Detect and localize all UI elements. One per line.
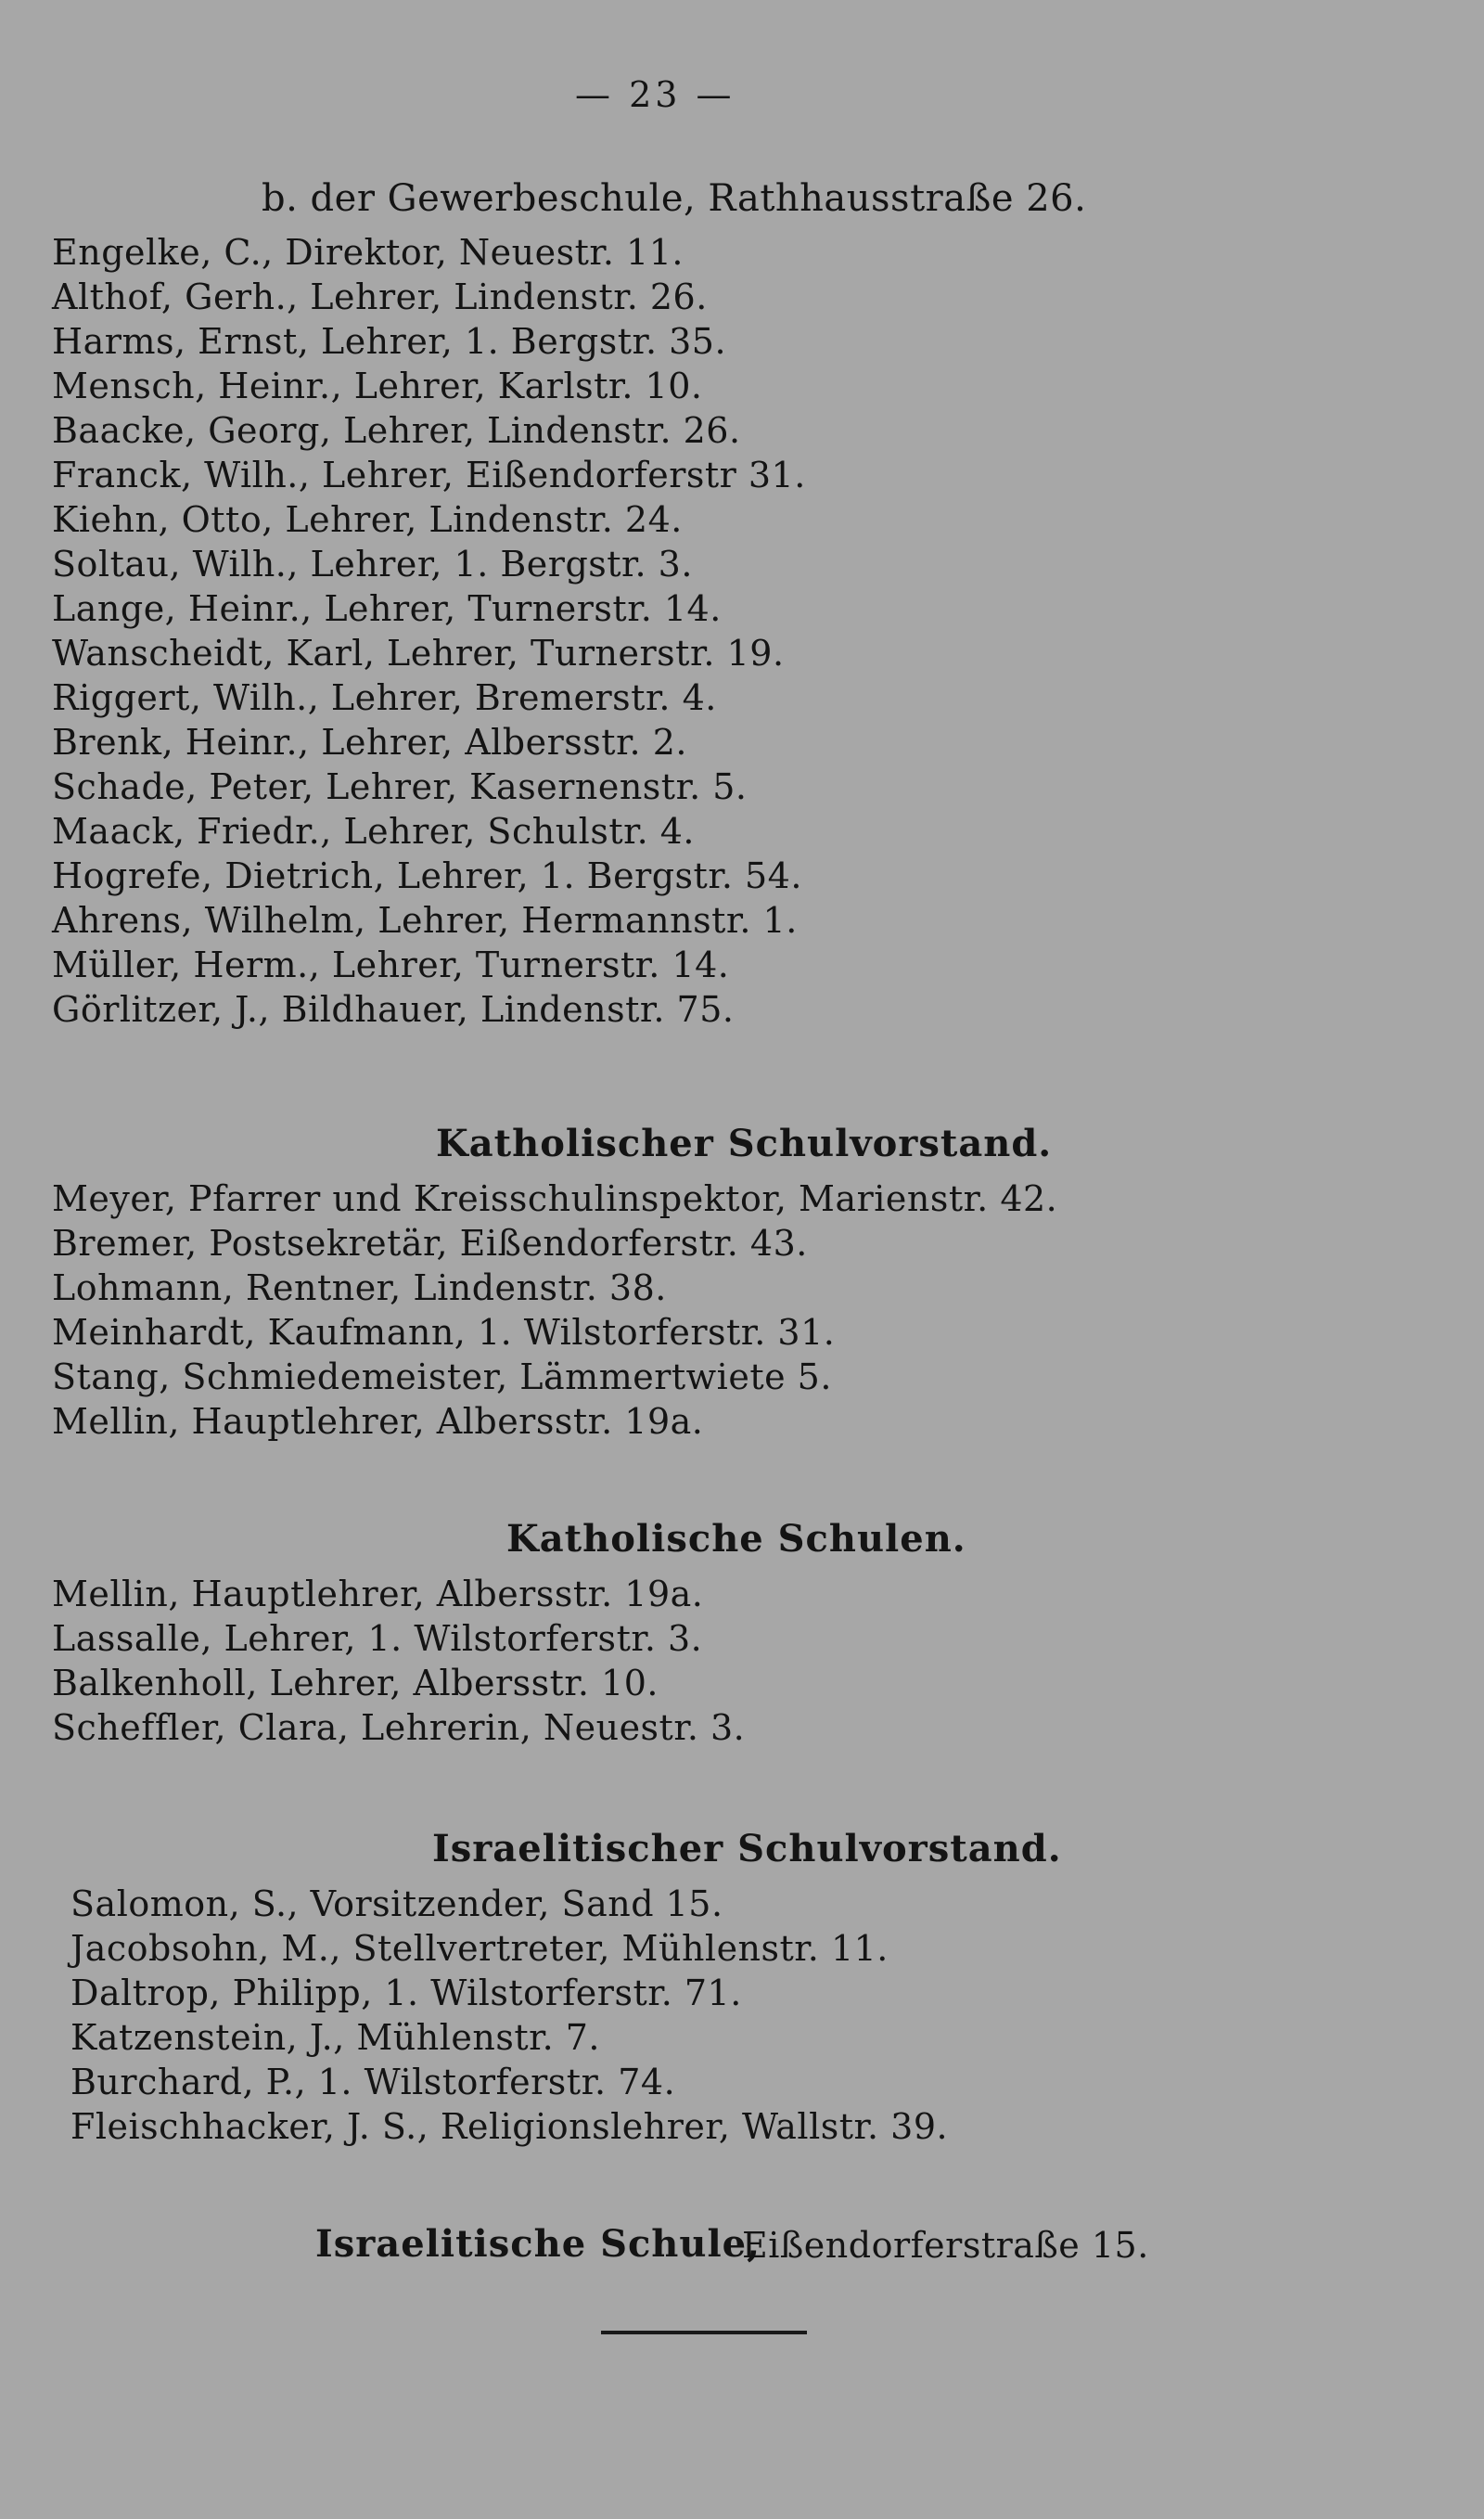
section-heading-isr-schule: Israelitische Schule,	[315, 2222, 761, 2266]
list-item: Kiehn, Otto, Lehrer, Lindenstr. 24.	[52, 499, 683, 540]
list-item: Mellin, Hauptlehrer, Albersstr. 19a.	[52, 1574, 704, 1614]
list-item: Jacobsohn, M., Stellvertreter, Mühlenstr. 11.	[70, 1928, 889, 1969]
list-item: Hogrefe, Dietrich, Lehrer, 1. Bergstr. 54.	[52, 855, 802, 896]
list-item: Mellin, Hauptlehrer, Albersstr. 19a.	[52, 1401, 704, 1442]
section-heading-kath-schulvorstand: Katholischer Schulvorstand.	[436, 1122, 1053, 1165]
list-item: Lange, Heinr., Lehrer, Turnerstr. 14.	[52, 588, 722, 629]
list-item: Harms, Ernst, Lehrer, 1. Bergstr. 35.	[52, 321, 727, 362]
list-item: Katzenstein, J., Mühlenstr. 7.	[70, 2017, 601, 2058]
list-item: Maack, Friedr., Lehrer, Schulstr. 4.	[52, 811, 696, 852]
list-item: Lassalle, Lehrer, 1. Wilstorferstr. 3.	[52, 1618, 703, 1659]
list-item: Meyer, Pfarrer und Kreisschulinspektor, Marienstr. 42.	[52, 1178, 1058, 1219]
list-item: Riggert, Wilh., Lehrer, Bremerstr. 4.	[52, 677, 717, 718]
list-item: Schade, Peter, Lehrer, Kasernenstr. 5.	[52, 766, 748, 807]
list-item: Burchard, P., 1. Wilstorferstr. 74.	[70, 2062, 676, 2102]
list-item: Müller, Herm., Lehrer, Turnerstr. 14.	[52, 945, 730, 985]
page-number: — 23 —	[575, 74, 736, 115]
section-heading-kath-schulen: Katholische Schulen.	[506, 1517, 966, 1561]
list-item: Daltrop, Philipp, 1. Wilstorferstr. 71.	[70, 1973, 742, 2013]
list-item: Salomon, S., Vorsitzender, Sand 15.	[70, 1883, 723, 1924]
list-item: Meinhardt, Kaufmann, 1. Wilstorferstr. 31.	[52, 1312, 836, 1353]
list-item: Soltau, Wilh., Lehrer, 1. Bergstr. 3.	[52, 544, 693, 585]
section-heading-gewerbeschule: b. der Gewerbeschule, Rathhausstraße 26.	[262, 177, 1087, 220]
list-item: Brenk, Heinr., Lehrer, Albersstr. 2.	[52, 722, 687, 763]
list-item: Mensch, Heinr., Lehrer, Karlstr. 10.	[52, 366, 703, 406]
list-item: Lohmann, Rentner, Lindenstr. 38.	[52, 1267, 667, 1308]
list-item: Stang, Schmiedemeister, Lämmertwiete 5.	[52, 1356, 832, 1397]
list-item: Baacke, Georg, Lehrer, Lindenstr. 26.	[52, 410, 741, 451]
list-item: Bremer, Postsekretär, Eißendorferstr. 43.	[52, 1223, 808, 1264]
list-item: Franck, Wilh., Lehrer, Eißendorferstr 31.	[52, 455, 806, 495]
list-item: Althof, Gerh., Lehrer, Lindenstr. 26.	[52, 276, 708, 317]
list-item: Scheffler, Clara, Lehrerin, Neuestr. 3.	[52, 1707, 746, 1748]
list-item: Ahrens, Wilhelm, Lehrer, Hermannstr. 1.	[52, 900, 798, 941]
list-item: Wanscheidt, Karl, Lehrer, Turnerstr. 19.	[52, 633, 785, 674]
list-item: Balkenholl, Lehrer, Albersstr. 10.	[52, 1663, 659, 1703]
list-item: Fleischhacker, J. S., Religionslehrer, Wallstr. 39.	[70, 2106, 949, 2147]
closing-rule	[601, 2331, 807, 2334]
list-item: Görlitzer, J., Bildhauer, Lindenstr. 75.	[52, 989, 735, 1030]
isr-schule-address: Eißendorferstraße 15.	[742, 2225, 1149, 2266]
section-heading-isr-schulvorstand: Israelitischer Schulvorstand.	[432, 1827, 1062, 1870]
list-item: Engelke, C., Direktor, Neuestr. 11.	[52, 232, 684, 273]
